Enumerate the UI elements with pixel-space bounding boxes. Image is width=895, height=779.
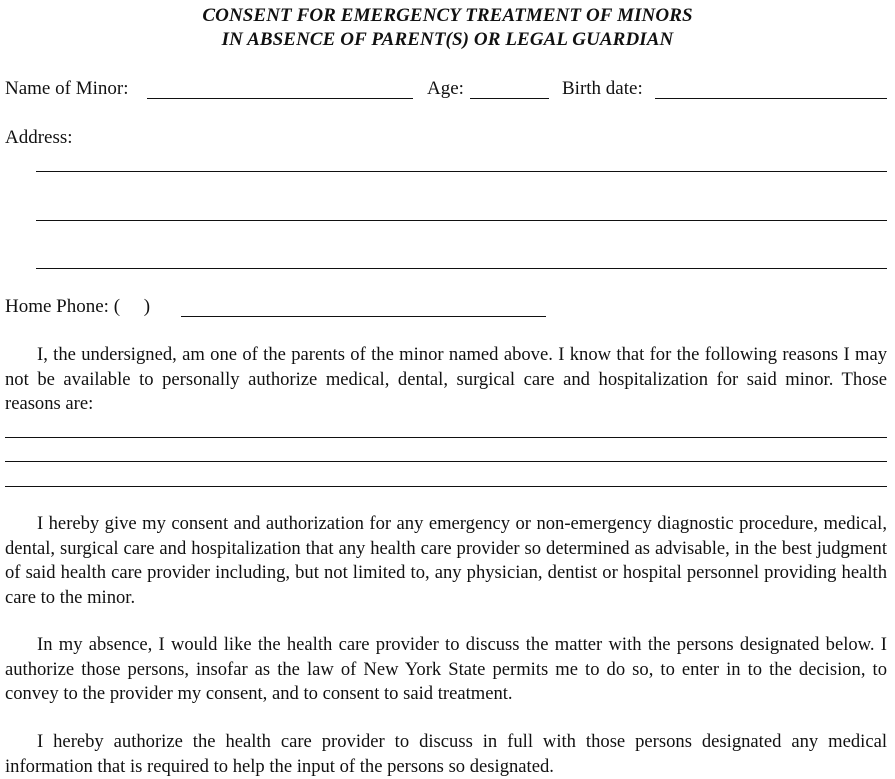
age-field[interactable]	[470, 98, 549, 99]
reasons-paragraph: I, the undersigned, am one of the parents of the minor named above. I know that for the following reasons I may not be available to personally authorize medical, dental, surgical care and hospitalization for said minor. Those reasons are:	[5, 344, 887, 414]
birth-date-label: Birth date:	[562, 78, 643, 99]
reasons-line-3[interactable]	[5, 486, 887, 487]
reasons-line-1[interactable]	[5, 437, 887, 438]
form-title-line-2: IN ABSENCE OF PARENT(S) OR LEGAL GUARDIAN	[221, 29, 674, 50]
consent-paragraph: I hereby give my consent and authorization for any emergency or non-emergency diagnostic procedure, medical, dental, surgical care and hospitalization that any health care provider so determined as advisable, in the best judgment of said health care provider including, but not limited to, any physician, dentist or hospital personnel providing health care to the minor.	[5, 513, 887, 608]
age-label: Age:	[427, 78, 464, 99]
address-line-1[interactable]	[36, 171, 887, 172]
absence-paragraph: In my absence, I would like the health care provider to discuss the matter with the persons designated below. I authorize those persons, insofar as the law of New York State permits me to do so, to enter in to the decision, to convey to the provider my consent, and to consent to said treatment.	[5, 634, 887, 704]
home-phone-label: Home Phone: ( )	[5, 296, 151, 317]
home-phone-field[interactable]	[181, 316, 546, 317]
address-label: Address:	[5, 127, 73, 148]
name-of-minor-label: Name of Minor:	[5, 78, 129, 99]
address-line-2[interactable]	[36, 220, 887, 221]
reasons-line-2[interactable]	[5, 461, 887, 462]
address-line-3[interactable]	[36, 268, 887, 269]
form-title-line-1: CONSENT FOR EMERGENCY TREATMENT OF MINORS	[202, 5, 693, 26]
authorize-paragraph: I hereby authorize the health care provider to discuss in full with those persons designated any medical information that is required to help the input of the persons so designated.	[5, 731, 887, 777]
birth-date-field[interactable]	[655, 98, 887, 99]
name-of-minor-field[interactable]	[147, 98, 413, 99]
